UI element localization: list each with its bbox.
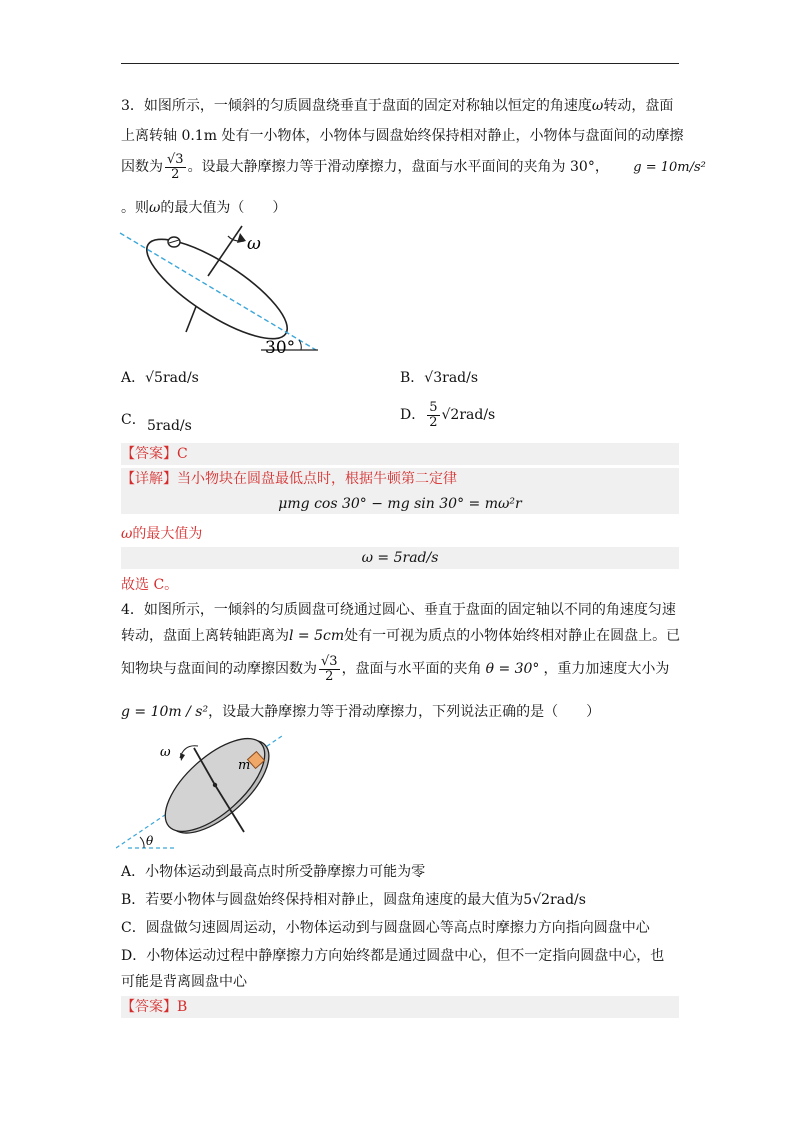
q4-option-d-line1: D．小物体运动过程中静摩擦力方向始终都是通过圆盘中心，但不一定指向圆盘中心，也	[121, 948, 665, 964]
q4-option-d-line2: 可能是背离圆盘中心	[121, 974, 247, 990]
m-label: m	[238, 758, 251, 773]
q4-option-a: A．小物体运动到最高点时所受静摩擦力可能为零	[121, 864, 426, 880]
q3-line2: 上离转轴 0.1m 处有一小物体，小物体与圆盘始终保持相对静止，小物体与盘面间的动摩擦	[121, 128, 684, 144]
q4-option-c: C．圆盘做匀速圆周运动，小物体运动到与圆盘圆心等高点时摩擦力方向指向圆盘中心	[121, 920, 650, 936]
q4-answer: 【答案】B	[121, 999, 188, 1015]
q4-answer-band	[121, 996, 679, 1018]
q4-line4: g = 10m / s²，设最大静摩擦力等于滑动摩擦力，下列说法正确的是（ ）	[121, 704, 601, 720]
q4-line1: 4．如图所示，一倾斜的匀质圆盘可绕通过圆心、垂直于盘面的固定轴以不同的角速度匀速	[121, 602, 676, 618]
q3-conclusion: 故选 C。	[121, 577, 179, 593]
q3-equation-2: ω = 5rad/s	[361, 550, 439, 566]
q4-line2: 转动，盘面上离转轴距离为l = 5cm处有一可视为质点的小物体始终相对静止在圆盘上。已	[121, 628, 681, 644]
q3-line3: 因数为 $\frac{√3}{2}$ 。设最大静摩擦力等于滑动摩擦力，盘面与水平面间的夹角为 30°， g = 10m/s²	[121, 151, 706, 182]
q3-equation-1: μmg cos 30° − mg sin 30° = mω²r	[278, 496, 522, 512]
q3-option-c-value: 5rad/s	[147, 418, 192, 434]
q3-answer-band	[121, 443, 679, 465]
tilted-disc	[134, 223, 300, 356]
q4-figure	[116, 732, 284, 852]
q3-mu-fraction: $\frac{√3}{2}$	[167, 151, 184, 182]
q3-figure	[116, 222, 326, 358]
q3-detail: 【详解】当小物块在圆盘最低点时，根据牛顿第二定律	[121, 471, 457, 487]
q3-line4: 。则ω的最大值为（ ）	[121, 200, 287, 216]
q3-option-c: C．	[121, 412, 146, 428]
theta-label: θ	[146, 834, 154, 848]
q3-omega-max: ω的最大值为	[121, 526, 203, 542]
q4-option-b: B．若要小物体与圆盘始终保持相对静止，圆盘角速度的最大值为5√2rad/s	[121, 892, 586, 908]
q4-line3: 知物块与盘面间的动摩擦因数为 $\frac{√3}{2}$ ，盘面与水平面的夹角 θ = 30° ，重力加速度大小为	[121, 653, 670, 684]
q3-option-b: B．√3rad/s	[400, 370, 479, 386]
omega-label: ω	[160, 745, 171, 760]
q3-option-d: D． $\frac{5}{2}$ √2rad/s	[400, 399, 496, 430]
incline-dashed-line	[120, 233, 316, 350]
q3-option-a: A．√5rad/s	[121, 370, 199, 386]
q3-answer: 【答案】C	[121, 446, 188, 462]
angle-label: 30°	[265, 338, 296, 358]
q3-line1: 3．如图所示，一倾斜的匀质圆盘绕垂直于盘面的固定对称轴以恒定的角速度ω转动，盘面	[121, 98, 674, 114]
header-rule	[121, 63, 679, 64]
omega-label: ω	[247, 234, 261, 254]
q4-mu-fraction: $\frac{√3}{2}$	[321, 653, 338, 684]
